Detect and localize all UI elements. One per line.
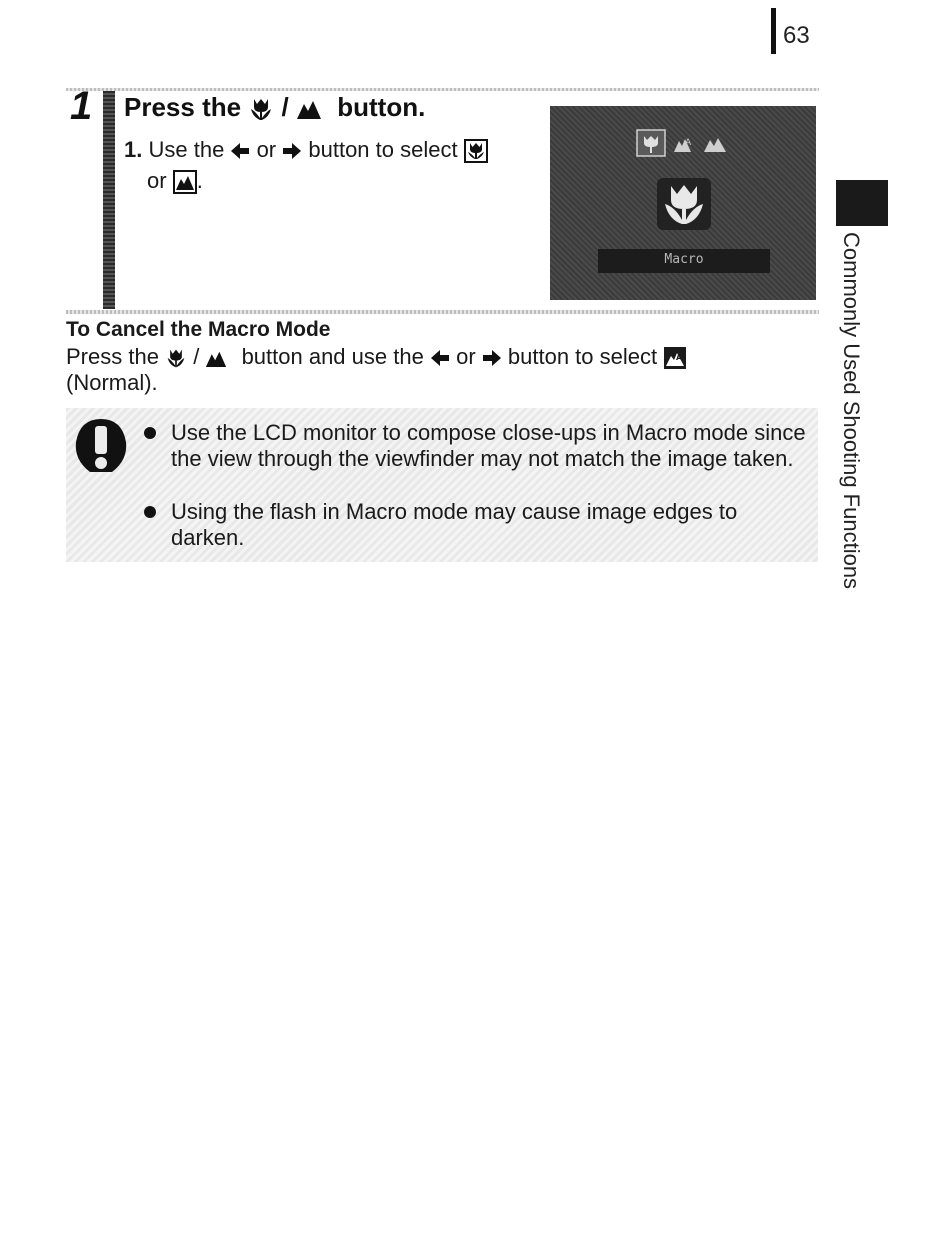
instruction-or: or: [256, 137, 277, 162]
left-arrow-button-icon: [230, 142, 250, 160]
cancel-text-line-1: [66, 344, 687, 370]
infinity-mountain-icon: [296, 98, 322, 120]
left-arrow-button-icon: [430, 349, 450, 367]
step-top-rule: [66, 88, 819, 91]
macro-tulip-icon: [165, 348, 187, 368]
infinity-mountain-icon: [205, 349, 227, 368]
cancel-text-b: button and use the: [241, 344, 424, 369]
instruction-text-a: Use the: [148, 137, 225, 162]
cancel-text-a: Press the: [66, 344, 159, 369]
page-number-bar: [771, 8, 776, 54]
cancel-or: or: [456, 344, 476, 369]
step-bottom-rule: [66, 310, 819, 314]
right-arrow-button-icon: [282, 142, 302, 160]
chapter-tab-marker: [836, 180, 888, 226]
step-title: [124, 92, 425, 123]
normal-mode-icon: [663, 346, 687, 370]
instruction-or-2: or: [147, 168, 167, 193]
svg-text:A: A: [685, 138, 692, 148]
cancel-text-c: button to select: [507, 344, 658, 369]
cancel-heading: To Cancel the Macro Mode: [66, 318, 331, 341]
page-number: 63: [783, 22, 810, 49]
lcd-mode-selector-icons: [636, 128, 736, 158]
bullet-dot: [144, 427, 156, 439]
bullet-dot: [144, 506, 156, 518]
caution-item-text: Using the flash in Macro mode may cause image edges to darken.: [171, 499, 738, 550]
instruction-number: 1.: [124, 137, 143, 162]
svg-text:A: A: [676, 353, 683, 363]
chapter-tab-label: Commonly Used Shooting Functions: [839, 232, 864, 590]
step-title-sep: /: [281, 92, 289, 122]
step-title-prefix: Press the: [124, 92, 242, 122]
cancel-text-line-2: (Normal).: [66, 370, 158, 395]
infinity-boxed-icon: [173, 170, 197, 194]
instruction-end: .: [196, 168, 203, 193]
step-instruction-line-1: [124, 137, 488, 163]
step-title-suffix: button.: [337, 92, 426, 122]
step-number: 1: [70, 84, 93, 128]
macro-tulip-icon: [248, 97, 274, 121]
step-instruction-line-2: [147, 168, 203, 194]
right-arrow-button-icon: [482, 349, 502, 367]
step-side-bar: [103, 91, 115, 309]
lcd-mode-label: Macro: [664, 252, 704, 267]
macro-boxed-icon: [464, 139, 488, 163]
caution-exclamation-icon: [72, 416, 130, 476]
cancel-sep: /: [193, 344, 200, 369]
instruction-text-b: button to select: [308, 137, 458, 162]
lcd-macro-large-icon: [655, 176, 713, 232]
caution-item-text: Use the LCD monitor to compose close-ups in Macro mode since the view through the viewfinder may not match the image taken.: [171, 420, 806, 471]
